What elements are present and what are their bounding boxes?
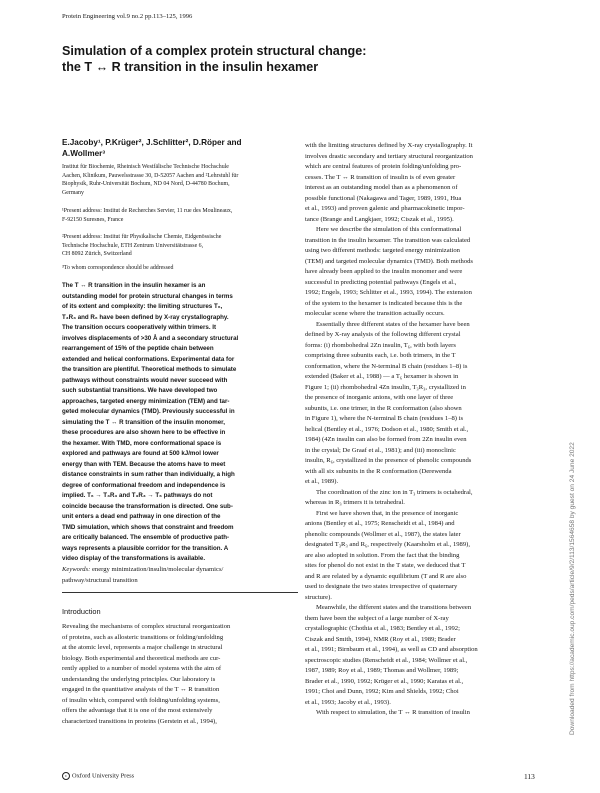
abstract-line: are critically balanced. The ensemble of productive path- — [62, 534, 230, 541]
affiliation-line: Germany — [62, 189, 84, 196]
paragraph — [305, 225, 544, 320]
text-line: defined by X-ray analysis of the following different crystal — [305, 331, 461, 338]
abstract-line: of its extent and complexity: the limiting structures T₆, — [62, 303, 223, 310]
abstract-line: T₃R₃ and R₆ have been defined by X-ray crystallography. — [62, 313, 229, 321]
text-line: crystallographic (Chothia et al., 1983; Bentley et al., 1992; — [305, 625, 460, 632]
paragraph — [305, 509, 544, 604]
text-line: used to designate the two states irrespective of quaternary — [305, 583, 458, 590]
author-list — [62, 137, 290, 159]
abstract-line: video display of the transformations is available. — [62, 555, 206, 562]
text-line: 1992; Engels, 1993; Schlitter et al., 1993, 1994). The extension — [305, 289, 472, 296]
text-line: which are central features of protein folding/unfolding pro- — [305, 163, 462, 170]
abstract-line: geted molecular dynamics (TMD). Previously successful in — [62, 408, 235, 415]
text-line: forms: (i) rhombohedral 2Zn insulin, T₆, with both layers — [305, 341, 456, 349]
text-line: interest as an outstanding model than as a phenomenon of — [305, 184, 458, 191]
author-line: E.Jacoby¹, P.Krüger², J.Schlitter², D.Röper and — [62, 138, 242, 147]
correspondence-note — [62, 264, 294, 273]
abstract-line: rearrangement of 15% of the peptide chain between — [62, 345, 214, 352]
text-line: possible functional (Nakagawa and Tager, 1989, 1991, Hua — [305, 194, 462, 202]
text-line: in the crystal; De Graaf et al., 1981); and (iii) monoclinic — [305, 446, 456, 454]
text-line: spectroscopic studies (Renscheidt et al., 1984; Wollmer et al., — [305, 656, 468, 664]
abstract-line: extended and helical conformations. Experimental data for — [62, 355, 235, 363]
text-line: structure). — [305, 593, 332, 601]
text-line: with all six subunits in the R conformation (Derewenda — [305, 467, 452, 475]
author-line: A.Wollmer³ — [62, 149, 106, 158]
text-line: rently applied to a number of model systems with the aim of — [62, 665, 222, 672]
abstract-line: outstanding model for protein structural changes in terms — [62, 292, 233, 300]
text-line: understanding the underlying principles. Our laboratory is — [62, 675, 216, 683]
copyright-notice — [62, 772, 134, 780]
text-line: With respect to simulation, the T ↔ R transition of insulin — [316, 709, 470, 716]
text-line: et al., 1991; Birnbaum et al., 1994), as well as CD and absorption — [305, 646, 478, 653]
abstract-line: coincide because the transformation is directed. One sub- — [62, 502, 233, 510]
text-line: offers the advantage that it is one of the most extensively — [62, 707, 213, 714]
text-line: Meanwhile, the different states and the transitions between — [316, 604, 472, 611]
text-line: et al., 1993) and proven galenic and pharmacokinetic impor- — [305, 205, 465, 212]
text-line: and R are related by a dynamic equilibrium (T and R are also — [305, 572, 467, 580]
abstract-line: explored and pathways are found at 500 kJ/mol lower — [62, 450, 219, 457]
paragraph — [305, 708, 544, 719]
text-line: in Figure 1), where the N-terminal B chain (residues 1–8) is — [305, 415, 464, 422]
publisher-name: Oxford University Press — [72, 772, 135, 780]
introduction-heading: Introduction — [62, 607, 101, 616]
text-line: molecular scene where the transition actually occurs. — [305, 310, 445, 317]
text-line: et al., 1989). — [305, 478, 339, 485]
text-line: of the system to the hexamer is indicated because this is the — [305, 299, 463, 307]
abstract-line: The T ↔ R transition in the insulin hexamer is an — [62, 282, 206, 289]
text-line: conformation, where the N-terminal B chain (residues 1–8) is — [305, 362, 468, 370]
abstract-line: involves displacements of >30 Å and a secondary structural — [62, 334, 239, 342]
text-line: designated T₃R₃ and R₆, respectively (Kaarsholm et al., 1989), — [305, 541, 470, 548]
abstract-line: these procedures are also shown here to be effective in — [62, 429, 226, 436]
affiliation-line: Biophysik, Ruhr-Universität Bochum, ND 04 Nord, D-44780 Bochum, — [62, 181, 230, 188]
text-line: them have been the subject of a large number of X-ray — [305, 614, 449, 622]
text-line: tance (Brange and Langkjaer, 1992; Ciszak et al., 1995). — [305, 215, 454, 223]
download-watermark-text: Downloaded from https://academic.oup.com/peds/article/9/2/113/1564658 by guest on 24 June 2022 — [569, 442, 576, 735]
title-line: the T ↔ R transition in the insulin hexamer — [62, 59, 319, 74]
text-line: The coordination of the zinc ion in T₃ trimers is octahedral, — [316, 488, 473, 496]
introduction-text — [62, 622, 298, 727]
paper-title — [62, 44, 482, 75]
text-line: Here we describe the simulation of this conformational — [316, 226, 462, 233]
text-line: at the atomic level, represents a major challenge in structural — [62, 644, 223, 651]
text-line: Essentially three different states of the hexamer have been — [316, 320, 470, 328]
download-watermark — [567, 215, 583, 735]
text-line: are also adopted in solution. From the fact that the binding — [305, 551, 460, 559]
text-line: cesses. The T ↔ R transition of insulin is of even greater — [305, 173, 456, 181]
text-line: whereas in R₃ trimers it is tetrahedral. — [305, 499, 405, 506]
abstract-line: the hexamer. With TMD, more conformational space is — [62, 439, 222, 447]
abstract-line: The transition occurs cooperatively within trimers. It — [62, 324, 217, 331]
text-line: biology. Both experimental and theoretical methods are cur- — [62, 654, 221, 662]
copyright-icon: c — [62, 772, 70, 780]
text-line: transition in the insulin hexamer. The transition was calculated — [305, 236, 471, 244]
paragraph — [305, 141, 544, 225]
abstract-line: simulating the T ↔ R transition of the insulin monomer, — [62, 418, 225, 426]
affiliation-line: Institut für Biochemie, Rheinisch Westfälische Technische Hochschule — [62, 164, 229, 170]
text-line: comprising three subunits each, i.e. both trimers, in the T — [305, 352, 456, 359]
text-line: 1984) (4Zn insulin can also be formed from 2Zn insulin even — [305, 436, 467, 443]
affiliation-line: CH 8092 Zürich, Switzerland — [62, 251, 132, 258]
text-line: insulin, R₆, crystallized in the presence of phenolic compounds — [305, 457, 472, 464]
section-divider — [62, 592, 298, 593]
text-line: helical (Bentley et al., 1976; Dodson et al., 1980; Smith et al., — [305, 425, 469, 433]
text-line: characterized transitions in proteins (Gerstein et al., 1994), — [62, 717, 217, 725]
paragraph — [305, 320, 544, 488]
right-column-text — [305, 141, 544, 719]
abstract-line: degree of conformational freedom and independence is — [62, 481, 226, 489]
abstract-line: pathways without constraints would never succeed with — [62, 376, 228, 384]
affiliation-line: ²Present address: Institut für Physikalische Chemie, Eidgenössische — [62, 234, 222, 240]
text-line: using two different methods: targeted energy minimization — [305, 247, 460, 254]
abstract-line: such substantial transitions. We have developed two — [62, 387, 218, 394]
affiliation-block — [62, 207, 294, 224]
affiliation-line: ¹Present address: Institut de Recherches Servier, 11 rue des Moulineaux, — [62, 208, 233, 214]
affiliation-line: Technische Hochschule, ETH Zentrum Universitätstrasse 6, — [62, 242, 204, 249]
text-line: of insulin which, compared with folding/unfolding systems, — [62, 696, 220, 704]
abstract-line: the transition are plentiful. Theoretical methods to simulate — [62, 366, 237, 373]
text-line: with the limiting structures defined by X-ray crystallography. It — [305, 142, 473, 149]
text-line: et al., 1993; Jacoby et al., 1993). — [305, 698, 391, 706]
abstract-line: unit enters a dead end pathway in one direction of the — [62, 513, 221, 520]
abstract-line: TMD simulation, which shows that constraint and freedom — [62, 523, 234, 531]
text-line: the presence of inorganic anions, with one layer of three — [305, 394, 454, 401]
text-line: engaged in the quantitative analysis of the T ↔ R transition — [62, 686, 220, 693]
text-line: First we have shown that, in the presence of inorganic — [316, 509, 459, 517]
text-line: extended (Baker et al., 1988) — a T₆ hexamer is shown in — [305, 373, 459, 380]
keywords — [62, 565, 298, 586]
text-line: anions (Bentley et al., 1975; Renscheidt et al., 1984) and — [305, 520, 455, 527]
abstract-line: approaches, targeted energy minimization (TEM) and tar- — [62, 397, 230, 405]
affiliation-block — [62, 163, 294, 197]
keywords-text: pathway/structural transition — [62, 576, 138, 584]
text-line: Brader et al., 1990, 1992; Krüger et al., 1990; Karatas et al., — [305, 677, 464, 685]
text-line: of proteins, such as allosteric transitions or folding/unfolding — [62, 633, 224, 641]
text-line: successful in predicting potential pathways (Engels et al., — [305, 278, 457, 286]
text-line: involves drastic secondary and tertiary structural reorganization — [305, 152, 473, 160]
text-line: 1991; Choi and Dunn, 1992; Kim and Shields, 1992; Choi — [305, 688, 459, 695]
keywords-text: energy minimization/insulin/molecular dynamics/ — [90, 566, 224, 573]
title-line: Simulation of a complex protein structural change: — [62, 44, 367, 58]
abstract — [62, 281, 298, 565]
text-line: Revealing the mechanisms of complex structural reorganization — [62, 623, 231, 630]
abstract-line: ways represents a plausible corridor for the transition. A — [62, 544, 229, 552]
abstract-line: energy than with TEM. Because the atoms have to meet — [62, 460, 226, 468]
journal-header: Protein Engineering vol.9 no.2 pp.113–125, 1996 — [62, 13, 193, 20]
keywords-label: Keywords: — [62, 566, 91, 573]
text-line: sites for phenol do not exist in the T state, we deduced that T — [305, 562, 466, 569]
abstract-line: distance constraints in sum rather than individually, a high — [62, 471, 235, 478]
text-line: Figure 1; (ii) rhombohedral 4Zn insulin, T₃R₃, crystallized in — [305, 383, 466, 391]
text-line: phenolic compounds (Wollmer et al., 1987), the states later — [305, 530, 461, 538]
affiliation-block — [62, 233, 294, 259]
page-number: 113 — [524, 772, 535, 781]
text-line: subunits, i.e. one trimer, in the R conformation (also shown — [305, 404, 462, 412]
paragraph — [305, 488, 544, 509]
text-line: Ciszak and Smith, 1994), NMR (Roy et al., 1989; Brader — [305, 635, 456, 643]
text-line: (TEM) and targeted molecular dynamics (TMD). Both methods — [305, 257, 473, 265]
text-line: have already been applied to the insulin monomer and were — [305, 268, 463, 275]
abstract-line: implied. T₆ → T₃R₃ and T₃R₃ → T₆ pathways do not — [62, 492, 213, 499]
affiliation-line: Aachen, Klinikum, Pauwelsstrasse 30, D-52057 Aachen and ²Lehrstuhl für — [62, 172, 239, 179]
affiliation-line: F-92150 Suresnes, France — [62, 216, 124, 223]
text-line: 1987, 1989; Roy et al., 1989; Thomas and Wollmer, 1989; — [305, 667, 459, 674]
affiliation-line: ³To whom correspondence should be addressed — [62, 265, 174, 271]
paragraph — [305, 603, 544, 708]
